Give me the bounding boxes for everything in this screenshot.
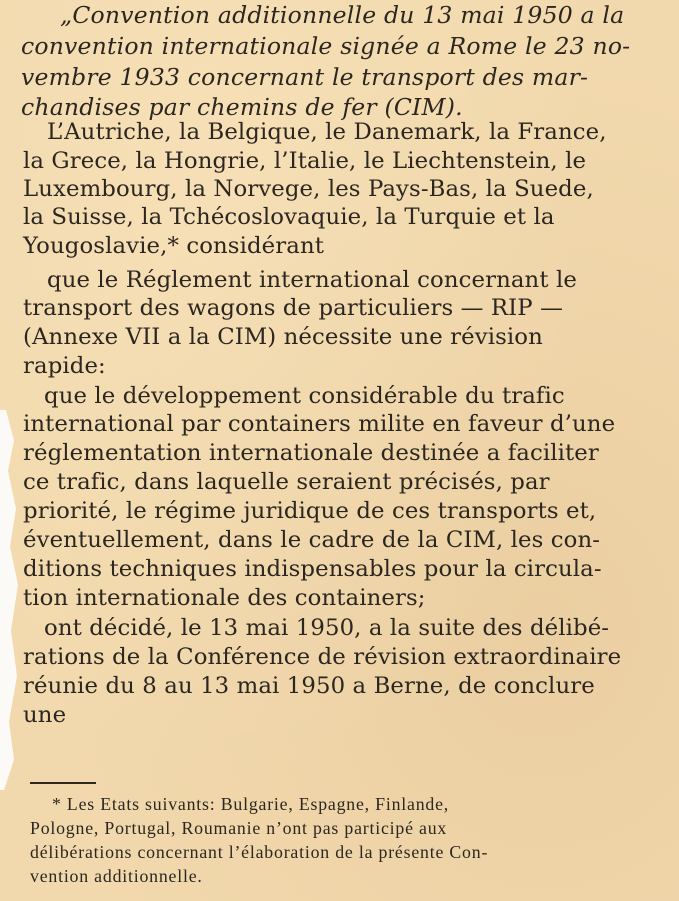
body-line-21: une	[23, 702, 67, 728]
body-line-15: éventuellement, dans le cadre de la CIM, les con-	[23, 527, 601, 553]
body-line-11: international par containers milite en faveur d’une	[23, 411, 616, 437]
body-line-1: L’Autriche, la Belgique, le Danemark, la France,	[47, 119, 607, 145]
footnote-line-3: délibérations concernant l’élaboration de la présente Con-	[30, 842, 489, 862]
body-line-17: tion internationale des containers;	[23, 585, 426, 611]
body-line-13: ce trafic, dans laquelle seraient précisés, par	[23, 469, 550, 495]
body-line-4: la Suisse, la Tchécoslovaquie, la Turquie et la	[23, 204, 555, 230]
body-line-18: ont décidé, le 13 mai 1950, a la suite des délibé-	[44, 615, 610, 641]
footnote-line-1: * Les Etats suivants: Bulgarie, Espagne, Finlande,	[52, 794, 450, 814]
footnote-line-2: Pologne, Portugal, Roumanie n’ont pas participé aux	[30, 818, 448, 838]
title-line-3: vembre 1933 concernant le transport des mar-	[21, 63, 589, 91]
body-line-16: ditions techniques indispensables pour la circula-	[23, 556, 602, 582]
title-line-4: chandises par chemins de fer (CIM).	[21, 93, 463, 121]
body-line-20: réunie du 8 au 13 mai 1950 a Berne, de conclure	[23, 673, 595, 699]
body-line-8: (Annexe VII a la CIM) nécessite une révision	[23, 324, 543, 350]
body-line-9: rapide:	[23, 353, 106, 379]
body-line-7: transport des wagons de particuliers — RIP —	[23, 295, 563, 321]
footnote-rule	[30, 782, 96, 784]
body-line-10: que le développement considérable du trafic	[44, 383, 565, 409]
body-line-19: rations de la Conférence de révision extraordinaire	[23, 644, 622, 670]
body-line-6: que le Réglement international concernant le	[47, 267, 577, 293]
body-line-5: Yougoslavie,* considérant	[23, 233, 325, 259]
footnote-line-4: vention additionnelle.	[30, 866, 203, 886]
title-line-2: convention internationale signée a Rome le 23 no-	[21, 32, 631, 60]
body-line-12: réglementation internationale destinée a faciliter	[23, 440, 599, 466]
body-line-14: priorité, le régime juridique de ces transports et,	[23, 498, 597, 524]
body-line-3: Luxembourg, la Norvege, les Pays-Bas, la Suede,	[23, 176, 594, 202]
body-line-2: la Grece, la Hongrie, l’Italie, le Liechtenstein, le	[23, 148, 587, 174]
title-line-1: „Convention additionnelle du 13 mai 1950 a la	[60, 1, 625, 29]
